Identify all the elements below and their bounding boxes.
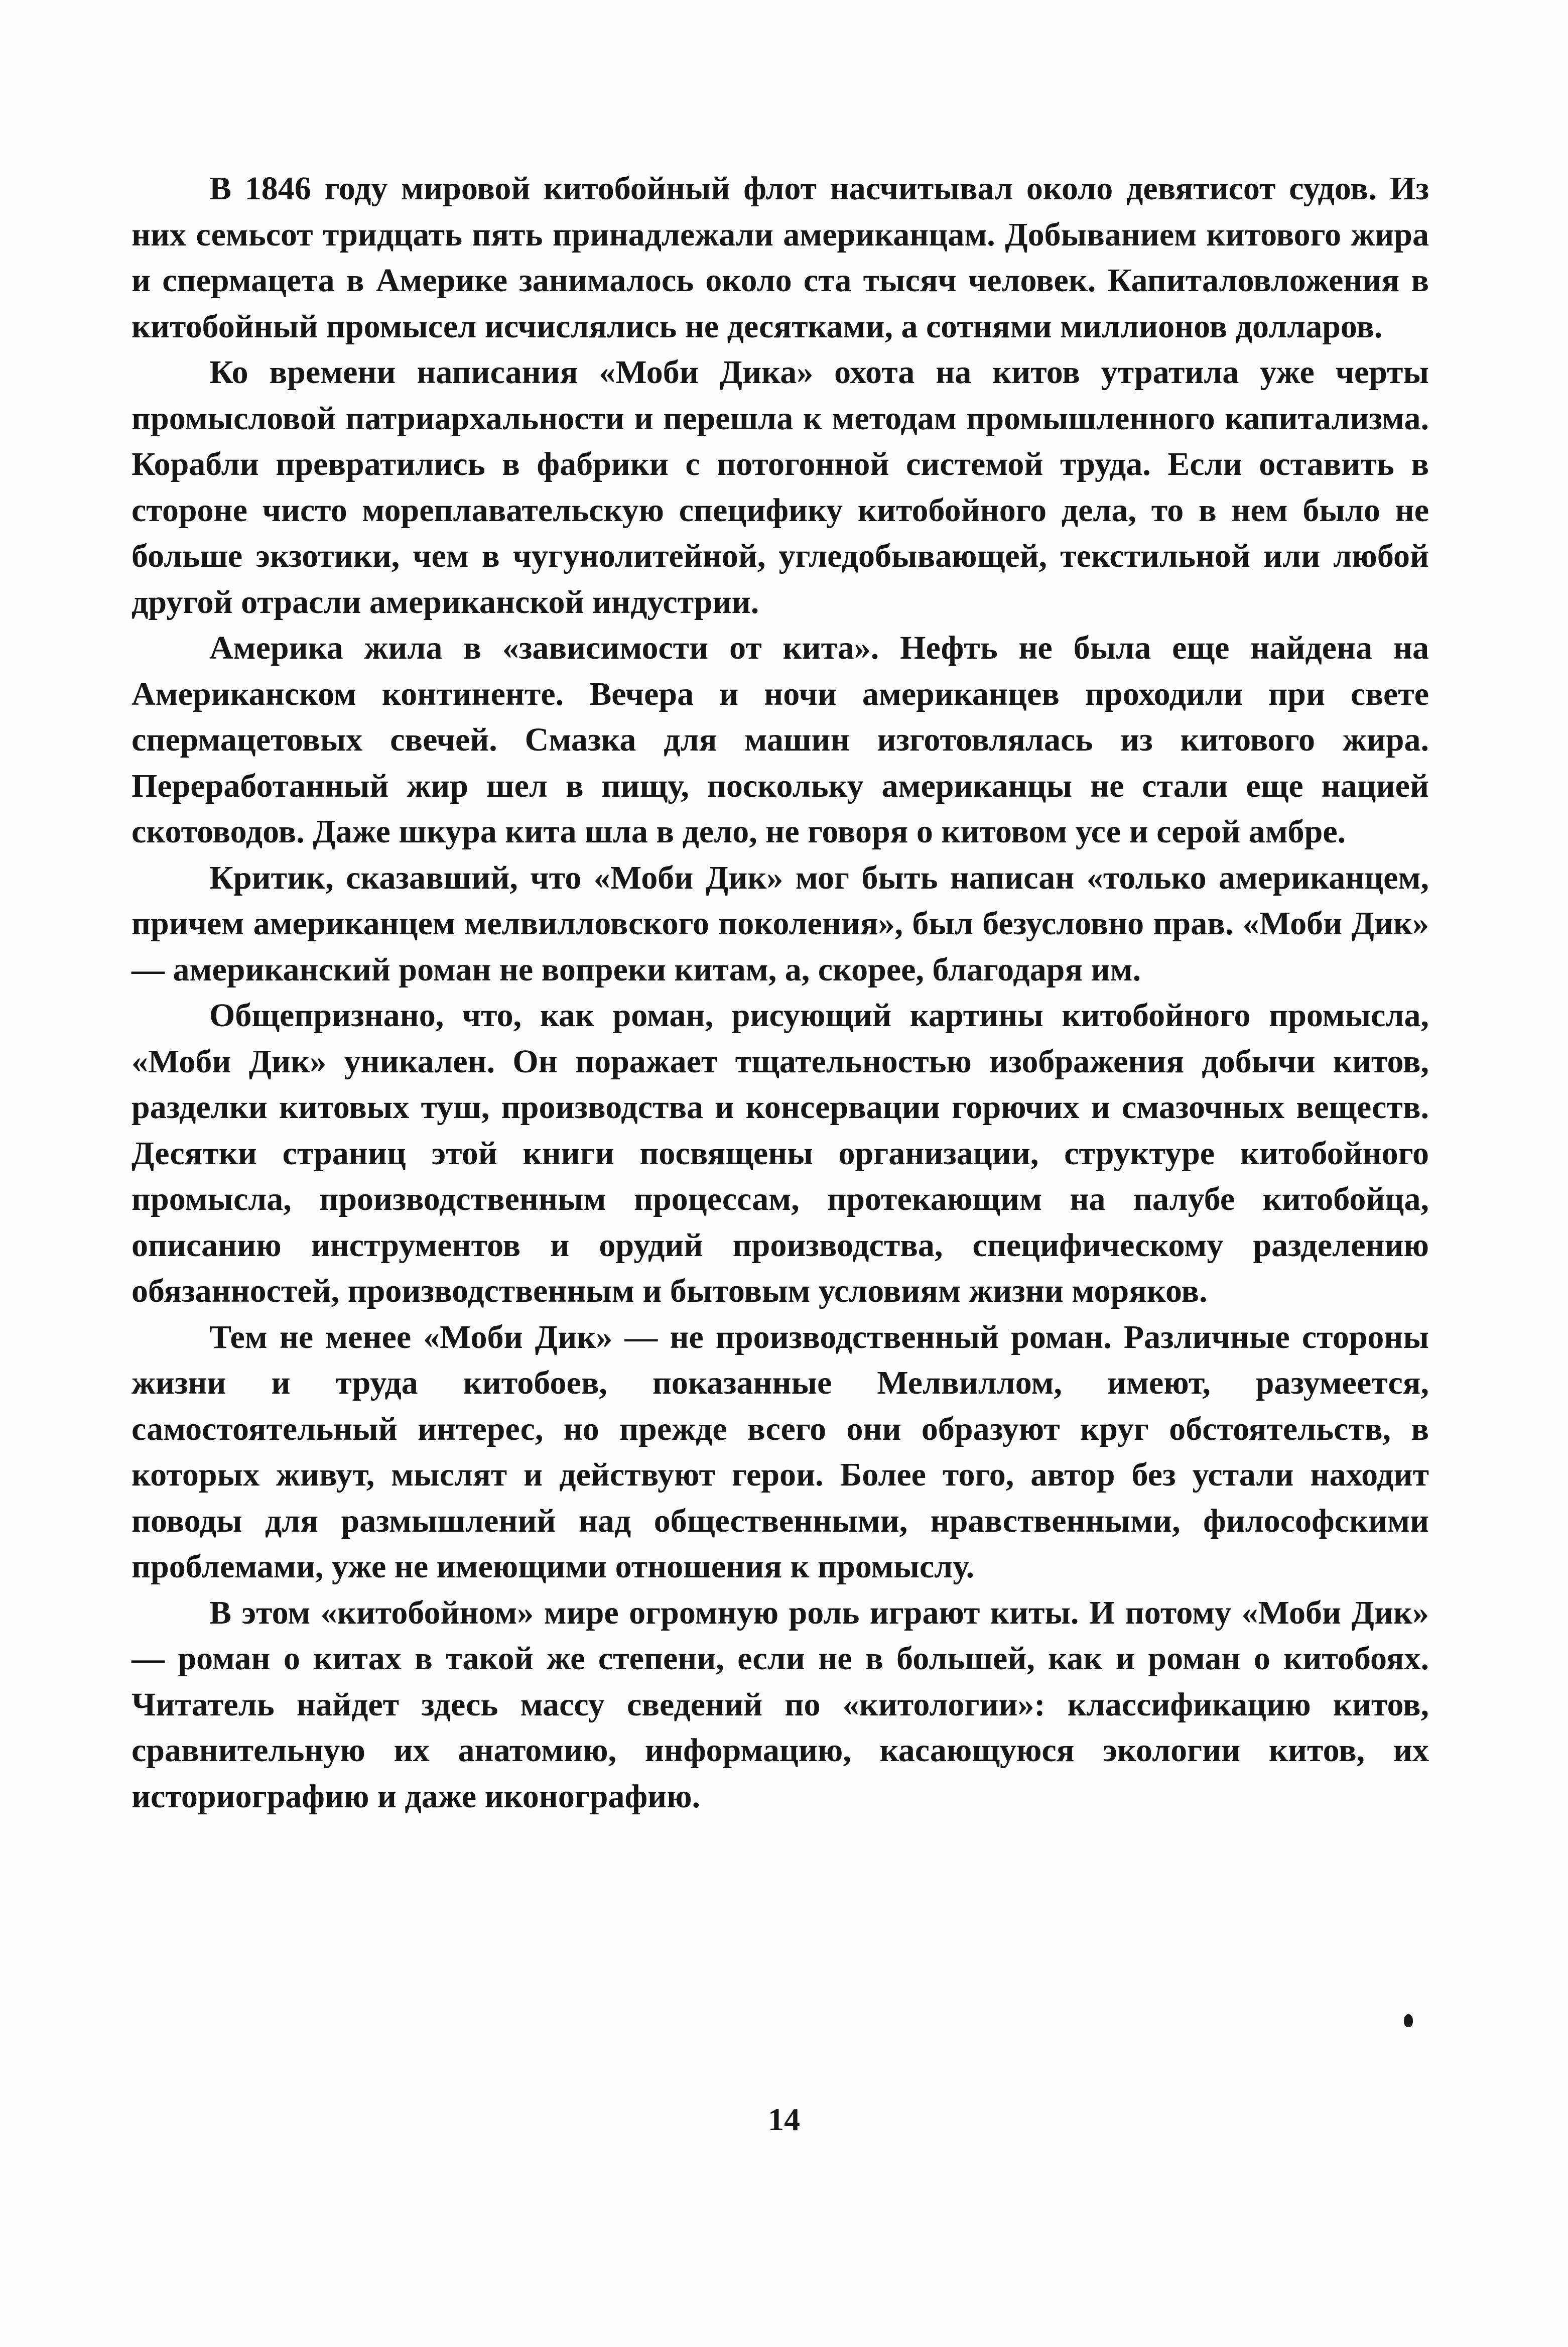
paragraph-7: В этом «китобойном» мире огромную роль играют киты. И потому «Моби Дик» — роман о китах в такой же степени, если не в большей, как и роман о китобоях. Читатель найдет здесь массу сведений по «китологии»: классификацию китов, сравнительную их анатомию, информацию, касающуюся экологии китов, их историографию и даже иконографию. <box>132 1594 1429 1815</box>
page-number: 14 <box>768 2102 800 2137</box>
paragraph-3: Америка жила в «зависимости от кита». Нефть не была еще найдена на Американском континенте. Вечера и ночи американцев проходили при свете спермацетовых свечей. Смазка для машин изготовлялась из китового жира. Переработанный жир шел в пищу, поскольку американцы не стали еще нацией скотоводов. Даже шкура кита шла в дело, не говоря о китовом усе и серой амбре. <box>132 630 1429 850</box>
body-text <box>132 166 1429 1819</box>
paragraph-4: Критик, сказавший, что «Моби Дик» мог быть написан «только американцем, причем американцем мелвилловского поколения», был безусловно прав. «Моби Дик» — американский роман не вопреки китам, а, скорее, благодаря им. <box>132 859 1429 988</box>
ink-mark <box>1404 2014 1413 2027</box>
paragraph-5: Общепризнано, что, как роман, рисующий картины китобойного промысла, «Моби Дик» уникален. Он поражает тщательностью изображения добычи китов, разделки китовых туш, производства и консервации горючих и смазочных веществ. Десятки страниц этой книги посвящены организации, структуре китобойного промысла, производственным процессам, протекающим на палубе китобойца, описанию инструментов и орудий производства, специфическому разделению обязанностей, производственным и бытовым условиям жизни моряков. <box>132 997 1429 1309</box>
paragraph-1: В 1846 году мировой китобойный флот насчитывал около девятисот судов. Из них семьсот тридцать пять принадлежали американцам. Добыванием китового жира и спермацета в Америке занималось около ста тысяч человек. Капиталовложения в китобойный промысел исчислялись не десятками, а сотнями миллионов долларов. <box>132 170 1429 345</box>
paragraph-6: Тем не менее «Моби Дик» — не производственный роман. Различные стороны жизни и труда китобоев, показанные Мелвиллом, имеют, разумеется, самостоятельный интерес, но прежде всего они образуют круг обстоятельств, в которых живут, мыслят и действуют герои. Более того, автор без устали находит поводы для размышлений над общественными, нравственными, философскими проблемами, уже не имеющими отношения к промыслу. <box>132 1318 1429 1585</box>
paragraph-2: Ко времени написания «Моби Дика» охота на китов утратила уже черты промысловой патриархальности и перешла к методам промышленного капитализма. Корабли превратились в фабрики с потогонной системой труда. Если оставить в стороне чисто мореплавательскую специфику китобойного дела, то в нем было не больше экзотики, чем в чугунолитейной, угледобывающей, текстильной или любой другой отрасли американской индустрии. <box>132 354 1429 621</box>
